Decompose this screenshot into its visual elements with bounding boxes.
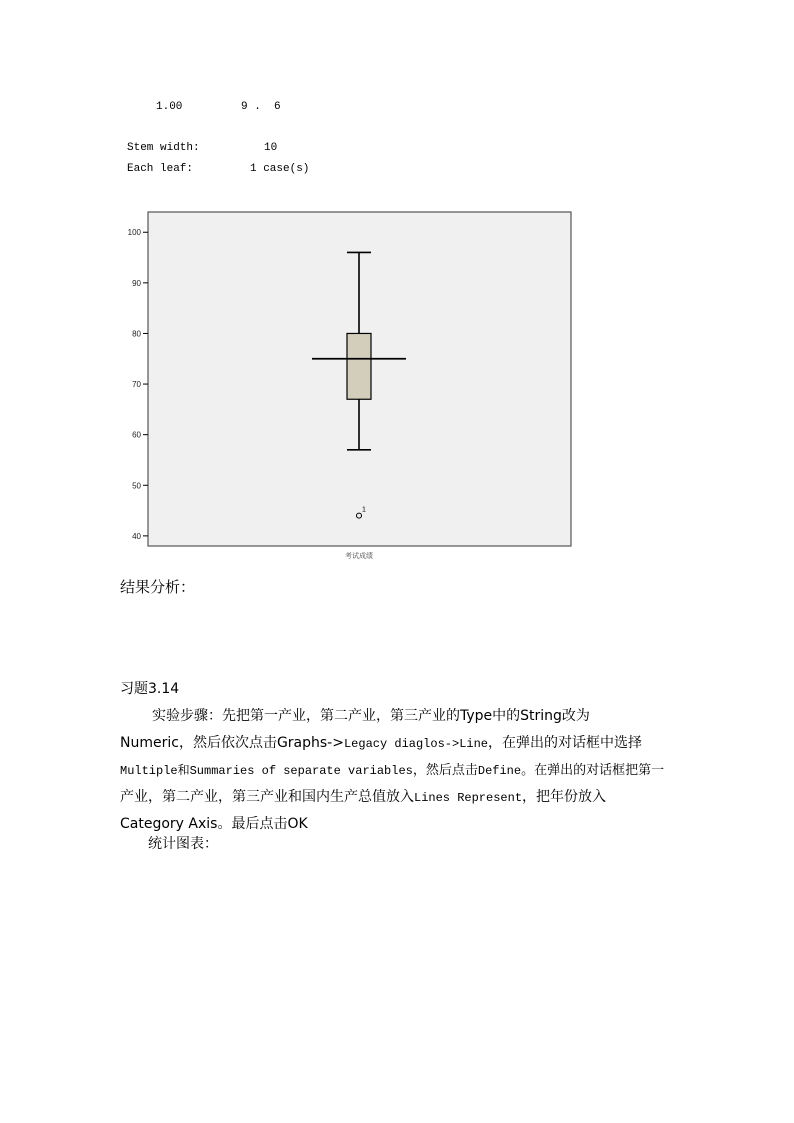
steps-line-3e: 。在弹出的对话框把第一 bbox=[521, 763, 665, 778]
steps-line-3b: of separate variables bbox=[254, 764, 413, 778]
steps-line-3a: Multiple和Summaries bbox=[120, 764, 255, 778]
iqr-box bbox=[347, 333, 371, 399]
x-category-label: 考试成绩 bbox=[345, 552, 373, 560]
steps-line-3d: Define bbox=[477, 764, 522, 778]
steps-line-1: 实验步骤：先把第一产业，第二产业，第三产业的Type中的String改为 bbox=[152, 708, 590, 724]
y-tick-label: 90 bbox=[132, 278, 141, 288]
stem-leaf-frequency: 1.00 bbox=[156, 101, 183, 113]
chart-heading: 统计图表： bbox=[148, 836, 218, 852]
steps-line-2 bbox=[120, 732, 642, 752]
steps-line-3c: ，然后点击 bbox=[412, 763, 478, 778]
steps-line-4c: ，把年份放入 bbox=[522, 789, 607, 805]
stem-width-value: 10 bbox=[264, 142, 278, 154]
steps-line-4a: 产业，第二产业，第三产业和国内生产总值放入 bbox=[120, 789, 414, 805]
outlier-label: 1 bbox=[362, 506, 366, 514]
y-tick-label: 100 bbox=[127, 228, 141, 238]
steps-line-3 bbox=[120, 759, 664, 778]
steps-line-2b: Legacy diaglos->Line bbox=[343, 737, 488, 751]
steps-line-4 bbox=[120, 786, 606, 806]
analysis-heading: 结果分析： bbox=[120, 578, 196, 596]
y-tick-label: 40 bbox=[132, 531, 141, 541]
each-leaf-label: Each leaf: bbox=[127, 163, 194, 175]
y-tick-label: 60 bbox=[132, 430, 141, 440]
each-leaf-value: 1 case(s) bbox=[250, 163, 310, 175]
y-tick-label: 70 bbox=[132, 380, 141, 390]
exercise-title: 习题3.14 bbox=[120, 681, 180, 697]
y-tick-label: 50 bbox=[132, 481, 141, 491]
stem-width-label: Stem width: bbox=[127, 142, 200, 154]
boxplot-svg bbox=[118, 205, 588, 570]
steps-line-2c: ，在弹出的对话框中选择 bbox=[488, 735, 642, 751]
boxplot-chart bbox=[118, 205, 588, 570]
steps-line-5: Category Axis。最后点击OK bbox=[120, 816, 308, 832]
y-tick-label: 80 bbox=[132, 329, 141, 339]
stem-leaf-value: 9 . 6 bbox=[241, 101, 281, 113]
steps-line-2a: Numeric，然后依次点击Graphs-> bbox=[120, 735, 344, 751]
steps-line-4b: Lines Represent bbox=[414, 791, 523, 805]
